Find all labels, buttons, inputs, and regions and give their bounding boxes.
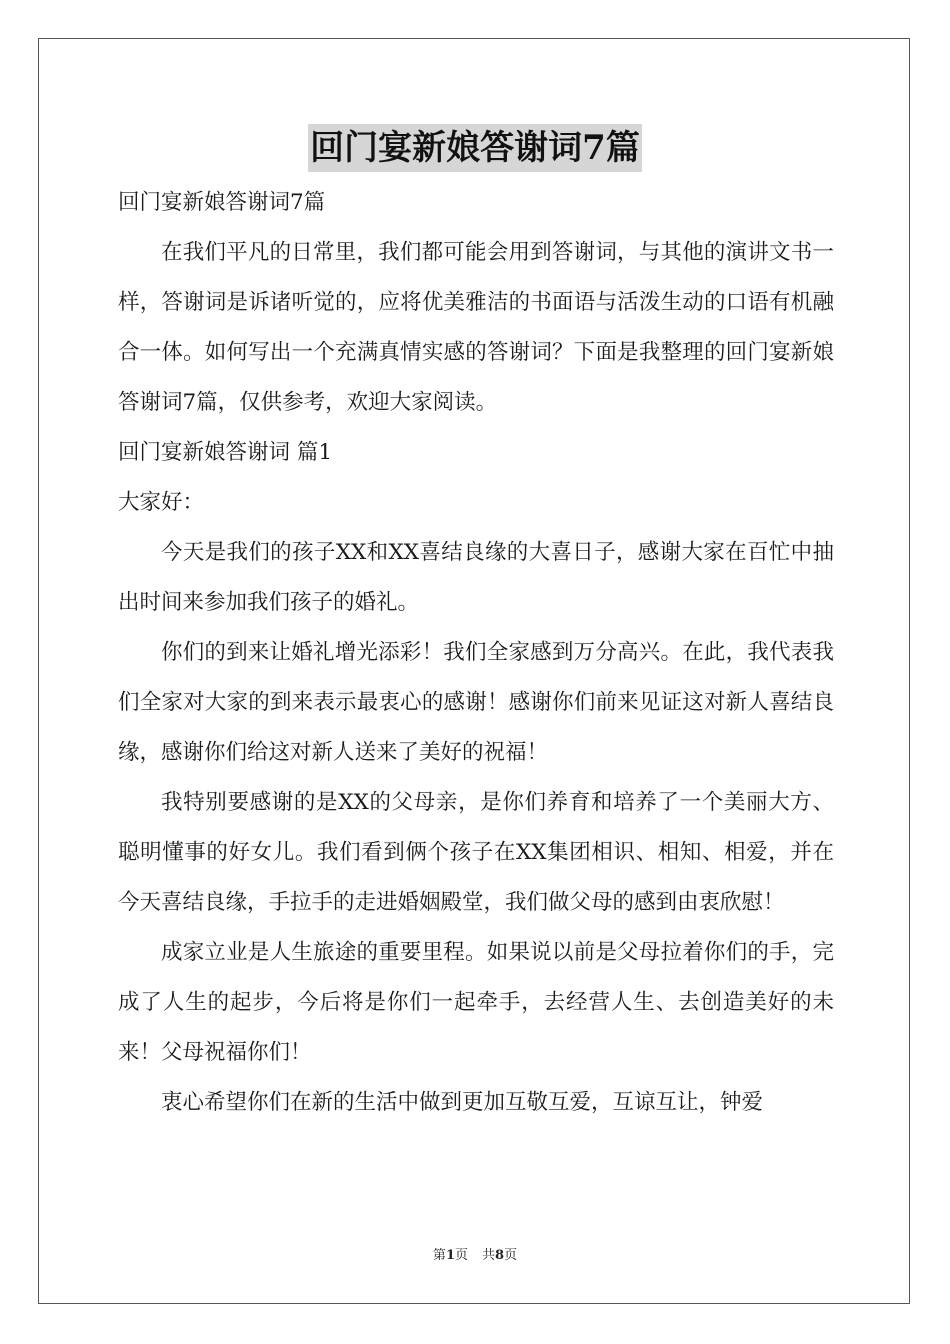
title-container: [0, 124, 950, 172]
subtitle-line: 回门宴新娘答谢词7篇: [118, 190, 326, 215]
total-prefix: 共: [482, 1248, 496, 1263]
section-heading: 回门宴新娘答谢词 篇1: [118, 440, 333, 465]
body-paragraph: 衷心希望你们在新的生活中做到更加互敬互爱，互谅互让，钟爱: [161, 1090, 764, 1115]
body-paragraph: 成家立业是人生旅途的重要里程。如果说以前是父母拉着你们的手，完成了人生的起步，今后将是你们一起牵手，去经营人生、去创造美好的未来！父母祝福你们！: [118, 940, 834, 1065]
greeting-line: 大家好：: [118, 490, 205, 515]
page-prefix: 第: [432, 1248, 446, 1263]
intro-paragraph: 在我们平凡的日常里，我们都可能会用到答谢词，与其他的演讲文书一样，答谢词是诉诸听觉的，应将优美雅洁的书面语与活泼生动的口语有机融合一体。如何写出一个充满真情实感的答谢词？下面是我整理的回门宴新娘答谢词7篇，仅供参考，欢迎大家阅读。: [118, 240, 834, 415]
body-paragraph: 我特别要感谢的是XX的父母亲，是你们养育和培养了一个美丽大方、聪明懂事的好女儿。我们看到俩个孩子在XX集团相识、相知、相爱，并在今天喜结良缘，手拉手的走进婚姻殿堂，我们做父母的感到由衷欣慰！: [118, 790, 834, 915]
body-paragraph: 你们的到来让婚礼增光添彩！我们全家感到万分高兴。在此，我代表我们全家对大家的到来表示最衷心的感谢！感谢你们前来见证这对新人喜结良缘，感谢你们给这对新人送来了美好的祝福！: [118, 640, 834, 765]
total-unit: 页: [504, 1248, 518, 1263]
page-footer: [0, 1244, 950, 1263]
current-page-number: 1: [445, 1248, 455, 1263]
total-page-number: 8: [495, 1248, 505, 1263]
document-title: 回门宴新娘答谢词7篇: [308, 124, 642, 172]
document-body: [118, 178, 834, 1128]
page-unit: 页: [454, 1248, 468, 1263]
body-paragraph: 今天是我们的孩子XX和XX喜结良缘的大喜日子，感谢大家在百忙中抽出时间来参加我们孩子的婚礼。: [118, 540, 834, 615]
